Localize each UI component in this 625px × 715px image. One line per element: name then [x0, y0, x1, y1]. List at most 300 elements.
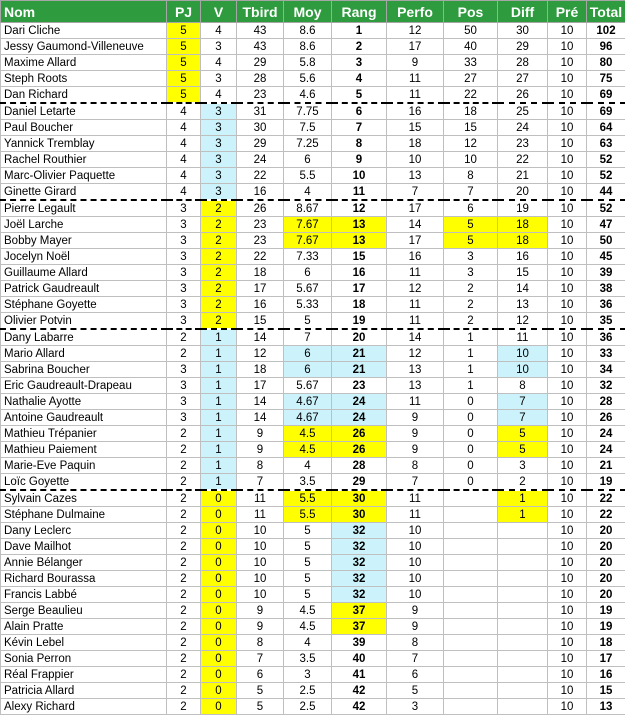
cell-moy[interactable]: 7.5 — [284, 120, 332, 136]
cell-moy[interactable]: 4.67 — [284, 410, 332, 426]
cell-diff[interactable] — [498, 635, 548, 651]
cell-moy[interactable]: 5.67 — [284, 378, 332, 394]
cell-v[interactable]: 0 — [201, 651, 237, 667]
col-header-moy[interactable]: Moy — [284, 1, 332, 23]
col-header-perfo[interactable]: Perfo — [387, 1, 444, 23]
cell-diff[interactable] — [498, 699, 548, 715]
cell-total[interactable]: 63 — [587, 136, 625, 152]
cell-diff[interactable]: 10 — [498, 346, 548, 362]
cell-pos[interactable] — [444, 619, 498, 635]
cell-v[interactable]: 1 — [201, 378, 237, 394]
cell-total[interactable]: 69 — [587, 103, 625, 120]
cell-moy[interactable]: 7.75 — [284, 103, 332, 120]
cell-perfo[interactable]: 16 — [387, 103, 444, 120]
cell-moy[interactable]: 5 — [284, 523, 332, 539]
cell-pos[interactable]: 5 — [444, 233, 498, 249]
cell-diff[interactable]: 13 — [498, 297, 548, 313]
cell-perfo[interactable]: 10 — [387, 523, 444, 539]
cell-name[interactable]: Maxime Allard — [1, 55, 167, 71]
col-header-diff[interactable]: Diff — [498, 1, 548, 23]
cell-pj[interactable]: 2 — [167, 458, 201, 474]
cell-tbird[interactable]: 24 — [237, 152, 284, 168]
cell-moy[interactable]: 5.33 — [284, 297, 332, 313]
cell-tbird[interactable]: 6 — [237, 667, 284, 683]
col-header-pre[interactable]: Pré — [548, 1, 587, 23]
cell-moy[interactable]: 5 — [284, 539, 332, 555]
cell-moy[interactable]: 2.5 — [284, 699, 332, 715]
cell-pre[interactable]: 10 — [548, 184, 587, 201]
cell-diff[interactable] — [498, 667, 548, 683]
cell-pj[interactable]: 4 — [167, 184, 201, 201]
cell-total[interactable]: 28 — [587, 394, 625, 410]
cell-perfo[interactable]: 10 — [387, 571, 444, 587]
cell-total[interactable]: 20 — [587, 571, 625, 587]
cell-pre[interactable]: 10 — [548, 490, 587, 507]
cell-pre[interactable]: 10 — [548, 362, 587, 378]
cell-pos[interactable] — [444, 683, 498, 699]
cell-tbird[interactable]: 7 — [237, 474, 284, 491]
cell-v[interactable]: 0 — [201, 539, 237, 555]
cell-v[interactable]: 3 — [201, 120, 237, 136]
cell-perfo[interactable]: 16 — [387, 249, 444, 265]
cell-pj[interactable]: 2 — [167, 523, 201, 539]
cell-total[interactable]: 19 — [587, 474, 625, 491]
cell-moy[interactable]: 4 — [284, 184, 332, 201]
cell-moy[interactable]: 4 — [284, 458, 332, 474]
cell-moy[interactable]: 5.6 — [284, 71, 332, 87]
cell-pos[interactable]: 15 — [444, 120, 498, 136]
cell-perfo[interactable]: 5 — [387, 683, 444, 699]
cell-diff[interactable]: 25 — [498, 103, 548, 120]
cell-rang[interactable]: 15 — [332, 249, 387, 265]
cell-tbird[interactable]: 9 — [237, 426, 284, 442]
cell-name[interactable]: Bobby Mayer — [1, 233, 167, 249]
cell-moy[interactable]: 2.5 — [284, 683, 332, 699]
cell-pos[interactable]: 2 — [444, 297, 498, 313]
cell-diff[interactable]: 18 — [498, 217, 548, 233]
cell-perfo[interactable]: 9 — [387, 426, 444, 442]
cell-rang[interactable]: 7 — [332, 120, 387, 136]
cell-name[interactable]: Ginette Girard — [1, 184, 167, 201]
cell-moy[interactable]: 5 — [284, 313, 332, 330]
cell-pos[interactable] — [444, 587, 498, 603]
cell-total[interactable]: 52 — [587, 200, 625, 217]
cell-tbird[interactable]: 10 — [237, 523, 284, 539]
cell-moy[interactable]: 8.67 — [284, 200, 332, 217]
cell-moy[interactable]: 4.5 — [284, 442, 332, 458]
cell-total[interactable]: 32 — [587, 378, 625, 394]
cell-pre[interactable]: 10 — [548, 539, 587, 555]
cell-v[interactable]: 2 — [201, 217, 237, 233]
cell-v[interactable]: 1 — [201, 362, 237, 378]
cell-pre[interactable]: 10 — [548, 523, 587, 539]
cell-rang[interactable]: 32 — [332, 555, 387, 571]
cell-pos[interactable]: 0 — [444, 442, 498, 458]
cell-moy[interactable]: 4.5 — [284, 603, 332, 619]
cell-pos[interactable] — [444, 539, 498, 555]
cell-name[interactable]: Sabrina Boucher — [1, 362, 167, 378]
cell-tbird[interactable]: 9 — [237, 619, 284, 635]
cell-pj[interactable]: 2 — [167, 635, 201, 651]
cell-tbird[interactable]: 30 — [237, 120, 284, 136]
cell-v[interactable]: 2 — [201, 297, 237, 313]
cell-total[interactable]: 17 — [587, 651, 625, 667]
cell-pos[interactable]: 40 — [444, 39, 498, 55]
cell-pre[interactable]: 10 — [548, 200, 587, 217]
cell-pos[interactable] — [444, 555, 498, 571]
cell-pj[interactable]: 5 — [167, 87, 201, 104]
cell-v[interactable]: 0 — [201, 587, 237, 603]
cell-rang[interactable]: 19 — [332, 313, 387, 330]
col-header-total[interactable]: Total — [587, 1, 625, 23]
cell-tbird[interactable]: 28 — [237, 71, 284, 87]
cell-diff[interactable]: 2 — [498, 474, 548, 491]
cell-perfo[interactable]: 10 — [387, 152, 444, 168]
cell-diff[interactable] — [498, 603, 548, 619]
cell-perfo[interactable]: 11 — [387, 313, 444, 330]
cell-moy[interactable]: 6 — [284, 265, 332, 281]
cell-pre[interactable]: 10 — [548, 458, 587, 474]
cell-pj[interactable]: 3 — [167, 217, 201, 233]
cell-rang[interactable]: 26 — [332, 442, 387, 458]
cell-moy[interactable]: 4.5 — [284, 426, 332, 442]
cell-name[interactable]: Patrick Gaudreault — [1, 281, 167, 297]
cell-moy[interactable]: 4 — [284, 635, 332, 651]
cell-pre[interactable]: 10 — [548, 168, 587, 184]
cell-total[interactable]: 13 — [587, 699, 625, 715]
cell-pj[interactable]: 5 — [167, 55, 201, 71]
cell-pos[interactable]: 0 — [444, 410, 498, 426]
col-header-nom[interactable]: Nom — [1, 1, 167, 23]
cell-diff[interactable]: 8 — [498, 378, 548, 394]
cell-moy[interactable]: 8.6 — [284, 23, 332, 39]
cell-rang[interactable]: 41 — [332, 667, 387, 683]
cell-tbird[interactable]: 14 — [237, 410, 284, 426]
cell-total[interactable]: 80 — [587, 55, 625, 71]
cell-perfo[interactable]: 10 — [387, 555, 444, 571]
cell-total[interactable]: 34 — [587, 362, 625, 378]
cell-pos[interactable]: 1 — [444, 329, 498, 346]
cell-perfo[interactable]: 13 — [387, 362, 444, 378]
cell-pos[interactable]: 3 — [444, 265, 498, 281]
cell-name[interactable]: Sonia Perron — [1, 651, 167, 667]
cell-tbird[interactable]: 17 — [237, 378, 284, 394]
cell-pre[interactable]: 10 — [548, 265, 587, 281]
cell-pj[interactable]: 5 — [167, 23, 201, 39]
cell-diff[interactable] — [498, 571, 548, 587]
cell-pre[interactable]: 10 — [548, 249, 587, 265]
cell-total[interactable]: 16 — [587, 667, 625, 683]
cell-v[interactable]: 2 — [201, 313, 237, 330]
cell-v[interactable]: 2 — [201, 281, 237, 297]
cell-name[interactable]: Annie Bélanger — [1, 555, 167, 571]
cell-total[interactable]: 22 — [587, 507, 625, 523]
cell-total[interactable]: 44 — [587, 184, 625, 201]
cell-v[interactable]: 1 — [201, 474, 237, 491]
cell-name[interactable]: Dari Cliche — [1, 23, 167, 39]
cell-v[interactable]: 0 — [201, 619, 237, 635]
cell-v[interactable]: 4 — [201, 87, 237, 104]
cell-diff[interactable]: 29 — [498, 39, 548, 55]
cell-pre[interactable]: 10 — [548, 87, 587, 104]
cell-diff[interactable]: 20 — [498, 184, 548, 201]
cell-v[interactable]: 3 — [201, 103, 237, 120]
cell-perfo[interactable]: 14 — [387, 217, 444, 233]
cell-total[interactable]: 35 — [587, 313, 625, 330]
cell-diff[interactable]: 12 — [498, 313, 548, 330]
cell-name[interactable]: Alexy Richard — [1, 699, 167, 715]
cell-v[interactable]: 1 — [201, 346, 237, 362]
cell-moy[interactable]: 7.33 — [284, 249, 332, 265]
cell-rang[interactable]: 17 — [332, 281, 387, 297]
cell-tbird[interactable]: 10 — [237, 571, 284, 587]
cell-pos[interactable]: 0 — [444, 394, 498, 410]
cell-moy[interactable]: 3 — [284, 667, 332, 683]
cell-v[interactable]: 3 — [201, 71, 237, 87]
cell-tbird[interactable]: 8 — [237, 458, 284, 474]
cell-total[interactable]: 19 — [587, 619, 625, 635]
cell-pre[interactable]: 10 — [548, 120, 587, 136]
cell-pos[interactable] — [444, 651, 498, 667]
cell-v[interactable]: 3 — [201, 184, 237, 201]
cell-moy[interactable]: 5.5 — [284, 168, 332, 184]
cell-tbird[interactable]: 14 — [237, 394, 284, 410]
cell-name[interactable]: Mario Allard — [1, 346, 167, 362]
cell-moy[interactable]: 6 — [284, 152, 332, 168]
cell-rang[interactable]: 10 — [332, 168, 387, 184]
cell-pj[interactable]: 2 — [167, 571, 201, 587]
cell-pj[interactable]: 3 — [167, 281, 201, 297]
cell-pj[interactable]: 3 — [167, 249, 201, 265]
cell-name[interactable]: Kévin Lebel — [1, 635, 167, 651]
cell-tbird[interactable]: 22 — [237, 249, 284, 265]
cell-perfo[interactable]: 12 — [387, 346, 444, 362]
cell-perfo[interactable]: 17 — [387, 233, 444, 249]
cell-rang[interactable]: 37 — [332, 619, 387, 635]
cell-pos[interactable]: 12 — [444, 136, 498, 152]
cell-name[interactable]: Francis Labbé — [1, 587, 167, 603]
cell-v[interactable]: 0 — [201, 699, 237, 715]
cell-pre[interactable]: 10 — [548, 233, 587, 249]
cell-pj[interactable]: 3 — [167, 233, 201, 249]
cell-tbird[interactable]: 5 — [237, 699, 284, 715]
cell-pj[interactable]: 2 — [167, 329, 201, 346]
cell-rang[interactable]: 28 — [332, 458, 387, 474]
cell-rang[interactable]: 11 — [332, 184, 387, 201]
cell-pj[interactable]: 2 — [167, 619, 201, 635]
cell-name[interactable]: Serge Beaulieu — [1, 603, 167, 619]
cell-name[interactable]: Alain Pratte — [1, 619, 167, 635]
cell-perfo[interactable]: 10 — [387, 539, 444, 555]
cell-pj[interactable]: 3 — [167, 313, 201, 330]
cell-rang[interactable]: 20 — [332, 329, 387, 346]
cell-rang[interactable]: 32 — [332, 571, 387, 587]
cell-rang[interactable]: 32 — [332, 523, 387, 539]
cell-v[interactable]: 3 — [201, 39, 237, 55]
cell-name[interactable]: Yannick Tremblay — [1, 136, 167, 152]
cell-total[interactable]: 33 — [587, 346, 625, 362]
cell-perfo[interactable]: 10 — [387, 587, 444, 603]
cell-rang[interactable]: 29 — [332, 474, 387, 491]
cell-tbird[interactable]: 23 — [237, 217, 284, 233]
cell-pj[interactable]: 4 — [167, 152, 201, 168]
cell-pre[interactable]: 10 — [548, 635, 587, 651]
cell-diff[interactable] — [498, 539, 548, 555]
cell-perfo[interactable]: 7 — [387, 474, 444, 491]
cell-tbird[interactable]: 8 — [237, 635, 284, 651]
cell-pos[interactable]: 0 — [444, 458, 498, 474]
cell-pre[interactable]: 10 — [548, 346, 587, 362]
cell-tbird[interactable]: 10 — [237, 555, 284, 571]
cell-rang[interactable]: 23 — [332, 378, 387, 394]
cell-diff[interactable]: 14 — [498, 281, 548, 297]
cell-diff[interactable]: 16 — [498, 249, 548, 265]
cell-pre[interactable]: 10 — [548, 507, 587, 523]
cell-diff[interactable]: 21 — [498, 168, 548, 184]
cell-total[interactable]: 19 — [587, 603, 625, 619]
cell-moy[interactable]: 5 — [284, 571, 332, 587]
cell-name[interactable]: Olivier Potvin — [1, 313, 167, 330]
cell-name[interactable]: Joël Larche — [1, 217, 167, 233]
cell-pre[interactable]: 10 — [548, 651, 587, 667]
cell-perfo[interactable]: 6 — [387, 667, 444, 683]
cell-rang[interactable]: 8 — [332, 136, 387, 152]
cell-tbird[interactable]: 16 — [237, 184, 284, 201]
cell-v[interactable]: 0 — [201, 523, 237, 539]
cell-tbird[interactable]: 17 — [237, 281, 284, 297]
cell-pre[interactable]: 10 — [548, 699, 587, 715]
cell-pj[interactable]: 2 — [167, 587, 201, 603]
cell-v[interactable]: 2 — [201, 233, 237, 249]
cell-perfo[interactable]: 11 — [387, 265, 444, 281]
cell-diff[interactable]: 19 — [498, 200, 548, 217]
cell-diff[interactable]: 5 — [498, 442, 548, 458]
cell-name[interactable]: Dan Richard — [1, 87, 167, 104]
cell-total[interactable]: 20 — [587, 523, 625, 539]
cell-rang[interactable]: 32 — [332, 587, 387, 603]
cell-pj[interactable]: 3 — [167, 265, 201, 281]
cell-pre[interactable]: 10 — [548, 217, 587, 233]
cell-rang[interactable]: 12 — [332, 200, 387, 217]
cell-total[interactable]: 21 — [587, 458, 625, 474]
cell-pos[interactable]: 1 — [444, 378, 498, 394]
cell-pos[interactable]: 1 — [444, 346, 498, 362]
cell-pos[interactable] — [444, 699, 498, 715]
cell-tbird[interactable]: 26 — [237, 200, 284, 217]
cell-v[interactable]: 1 — [201, 329, 237, 346]
cell-diff[interactable] — [498, 587, 548, 603]
cell-perfo[interactable]: 8 — [387, 458, 444, 474]
cell-v[interactable]: 0 — [201, 635, 237, 651]
cell-pos[interactable]: 2 — [444, 281, 498, 297]
cell-v[interactable]: 0 — [201, 555, 237, 571]
cell-name[interactable]: Nathalie Ayotte — [1, 394, 167, 410]
cell-perfo[interactable]: 8 — [387, 635, 444, 651]
cell-pos[interactable]: 7 — [444, 184, 498, 201]
cell-pos[interactable]: 0 — [444, 426, 498, 442]
cell-rang[interactable]: 24 — [332, 410, 387, 426]
cell-v[interactable]: 0 — [201, 571, 237, 587]
cell-pj[interactable]: 3 — [167, 200, 201, 217]
cell-total[interactable]: 26 — [587, 410, 625, 426]
cell-pre[interactable]: 10 — [548, 667, 587, 683]
cell-pos[interactable]: 22 — [444, 87, 498, 104]
cell-total[interactable]: 20 — [587, 539, 625, 555]
cell-rang[interactable]: 21 — [332, 362, 387, 378]
cell-moy[interactable]: 7 — [284, 329, 332, 346]
cell-diff[interactable]: 10 — [498, 362, 548, 378]
cell-name[interactable]: Patricia Allard — [1, 683, 167, 699]
cell-pos[interactable]: 2 — [444, 313, 498, 330]
cell-pos[interactable] — [444, 603, 498, 619]
cell-rang[interactable]: 26 — [332, 426, 387, 442]
cell-v[interactable]: 0 — [201, 490, 237, 507]
cell-rang[interactable]: 5 — [332, 87, 387, 104]
cell-total[interactable]: 24 — [587, 442, 625, 458]
cell-perfo[interactable]: 15 — [387, 120, 444, 136]
cell-tbird[interactable]: 12 — [237, 346, 284, 362]
cell-pos[interactable] — [444, 571, 498, 587]
cell-name[interactable]: Richard Bourassa — [1, 571, 167, 587]
cell-tbird[interactable]: 9 — [237, 603, 284, 619]
cell-name[interactable]: Eric Gaudreault-Drapeau — [1, 378, 167, 394]
cell-name[interactable]: Dany Leclerc — [1, 523, 167, 539]
cell-rang[interactable]: 37 — [332, 603, 387, 619]
cell-v[interactable]: 0 — [201, 507, 237, 523]
cell-pj[interactable]: 2 — [167, 507, 201, 523]
cell-v[interactable]: 1 — [201, 442, 237, 458]
cell-name[interactable]: Steph Roots — [1, 71, 167, 87]
cell-tbird[interactable]: 29 — [237, 55, 284, 71]
cell-name[interactable]: Sylvain Cazes — [1, 490, 167, 507]
cell-tbird[interactable]: 10 — [237, 539, 284, 555]
cell-moy[interactable]: 5 — [284, 587, 332, 603]
cell-perfo[interactable]: 9 — [387, 603, 444, 619]
cell-tbird[interactable]: 18 — [237, 265, 284, 281]
cell-pos[interactable]: 1 — [444, 362, 498, 378]
cell-diff[interactable]: 24 — [498, 120, 548, 136]
cell-rang[interactable]: 24 — [332, 394, 387, 410]
cell-perfo[interactable]: 12 — [387, 23, 444, 39]
cell-pos[interactable]: 3 — [444, 249, 498, 265]
cell-perfo[interactable]: 9 — [387, 410, 444, 426]
cell-perfo[interactable]: 11 — [387, 490, 444, 507]
cell-moy[interactable]: 4.5 — [284, 619, 332, 635]
cell-pos[interactable]: 50 — [444, 23, 498, 39]
cell-moy[interactable]: 7.67 — [284, 233, 332, 249]
cell-name[interactable]: Pierre Legault — [1, 200, 167, 217]
cell-pos[interactable]: 6 — [444, 200, 498, 217]
cell-perfo[interactable]: 13 — [387, 378, 444, 394]
col-header-tbird[interactable]: Tbird — [237, 1, 284, 23]
cell-diff[interactable] — [498, 619, 548, 635]
cell-tbird[interactable]: 22 — [237, 168, 284, 184]
cell-rang[interactable]: 42 — [332, 683, 387, 699]
cell-moy[interactable]: 3.5 — [284, 651, 332, 667]
cell-diff[interactable]: 7 — [498, 394, 548, 410]
cell-diff[interactable]: 3 — [498, 458, 548, 474]
cell-pre[interactable]: 10 — [548, 55, 587, 71]
cell-pre[interactable]: 10 — [548, 136, 587, 152]
cell-diff[interactable]: 26 — [498, 87, 548, 104]
cell-moy[interactable]: 5.5 — [284, 507, 332, 523]
cell-pj[interactable]: 3 — [167, 410, 201, 426]
cell-diff[interactable]: 7 — [498, 410, 548, 426]
cell-pj[interactable]: 5 — [167, 71, 201, 87]
cell-name[interactable]: Mathieu Paiement — [1, 442, 167, 458]
cell-total[interactable]: 18 — [587, 635, 625, 651]
cell-v[interactable]: 3 — [201, 152, 237, 168]
